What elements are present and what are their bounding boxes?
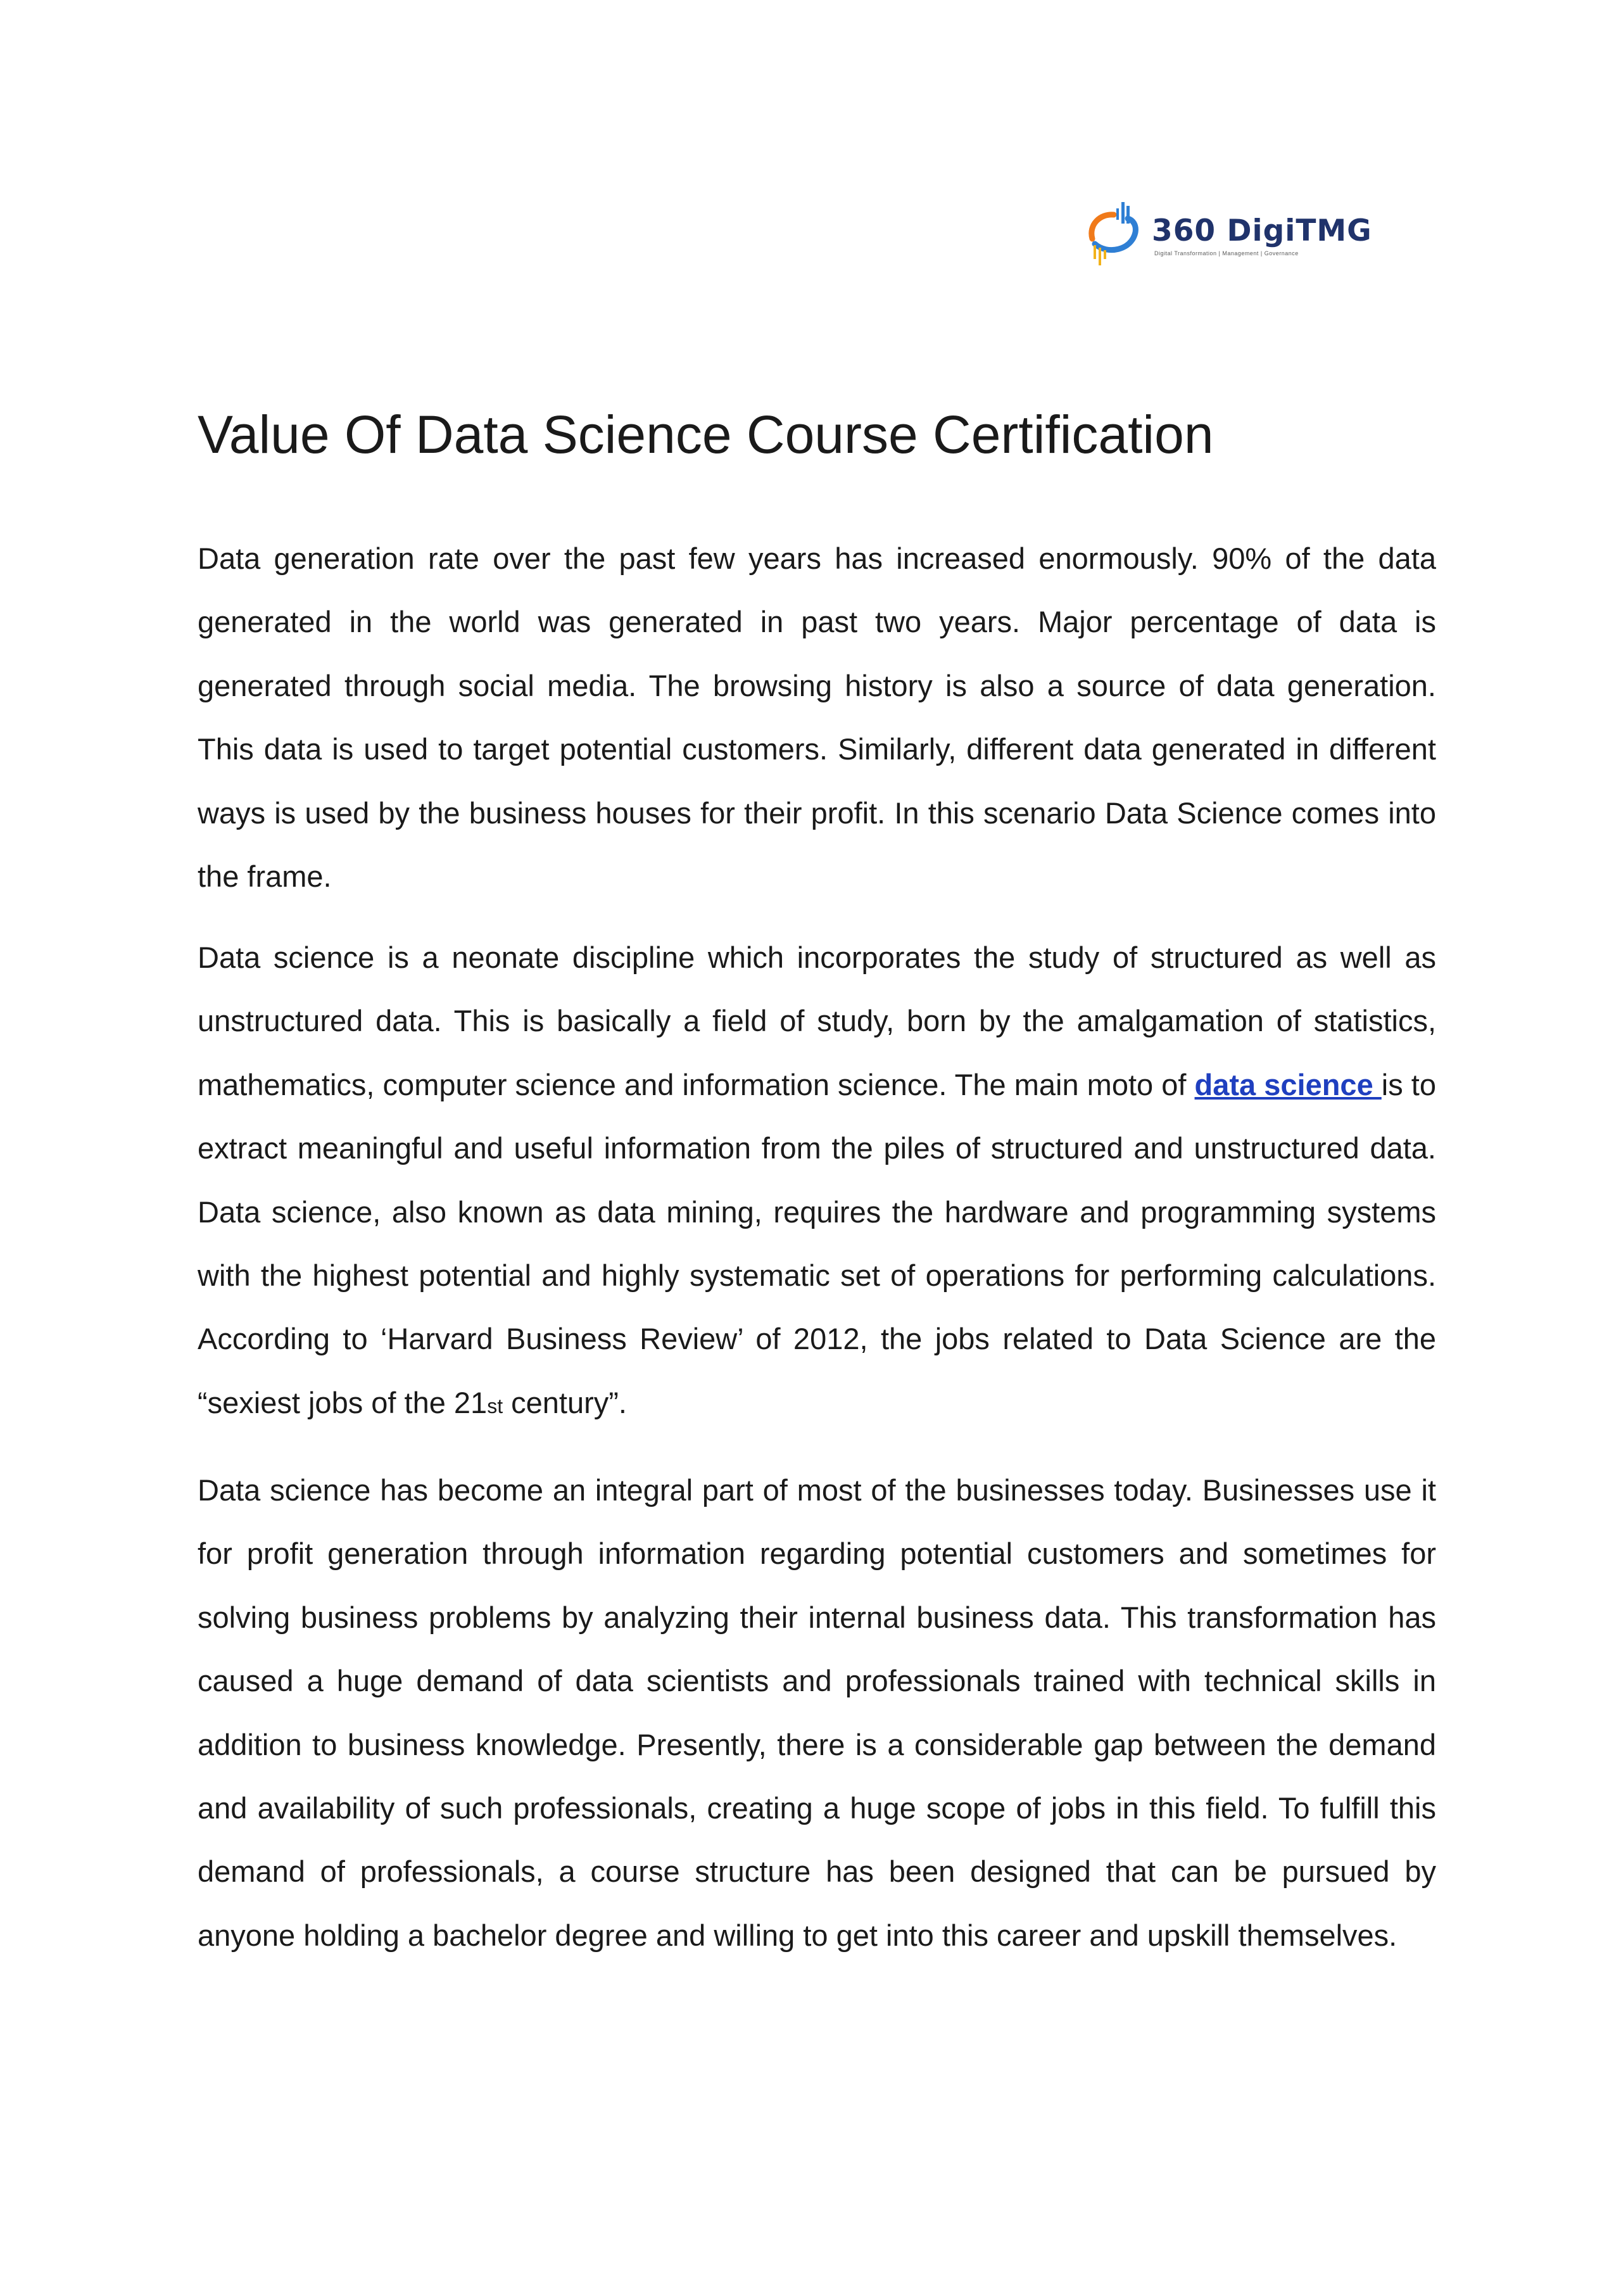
data-science-link[interactable]: data science (1194, 1067, 1382, 1101)
paragraph-business-demand: Data science has become an integral part of most of the businesses today. Businesses use it for profit generation through information regarding potential customers and sometimes for solving business problems by analyzing their internal business data. This transformation has caused a huge demand of data scientists and professionals trained with technical skills in addition to business knowledge. Presently, there is a considerable gap between the demand and availability of such professionals, creating a huge scope of jobs in this field. To fulfill this demand of professionals, a course structure has been designed that can be pursued by anyone holding a bachelor degree and willing to get into this career and upskill themselves. (198, 1473, 1436, 1952)
document-title: Value Of Data Science Course Certification (198, 405, 1214, 464)
paragraph-data-science-definition (198, 926, 1436, 1438)
paragraph-data-generation: Data generation rate over the past few years has increased enormously. 90% of the data generated in the world was generated in past two years. Major percentage of data is generated through social media. The browsing history is also a source of data generation. This data is used to target potential customers. Similarly, different data generated in different ways is used by the business houses for their profit. In this scenario Data Science comes into the frame. (198, 542, 1436, 894)
logo-brand-text: 360 DigiTMG (1152, 213, 1372, 248)
ordinal-suffix: st (487, 1394, 503, 1418)
paragraph-text: Data science is a neonate discipline which incorporates the study of structured as well as unstructured data. This is basically a field of study, born by the amalgamation of statistics, mathematics, computer science and information science. The main moto of (198, 941, 1436, 1101)
paragraph-text: century”. (503, 1385, 627, 1419)
company-logo (1086, 200, 1415, 269)
logo-tagline: Digital Transformation | Management | Governance (1154, 250, 1299, 257)
paragraph-text: is to extract meaningful and useful information from the piles of structured and unstructured data. Data science, also known as data mining, requires the hardware and programming systems with the highest potential and highly systematic set of operations for performing calculations. According to ‘Harvard Business Review’ of 2012, the jobs related to Data Science are the “sexiest jobs of the 21 (198, 1067, 1436, 1419)
logo-mark-icon (1086, 200, 1149, 269)
